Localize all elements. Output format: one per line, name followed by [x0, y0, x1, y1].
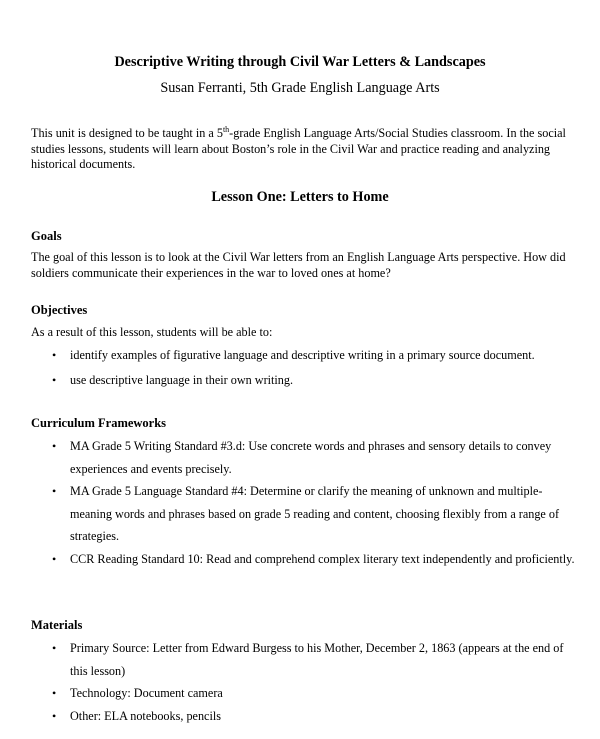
framework-text: MA Grade 5 Writing Standard #3.d: Use concrete words and phrases and sensory details to convey experiences and events precisely.	[70, 439, 552, 476]
goals-text: The goal of this lesson is to look at the Civil War letters from an English Language Arts perspective. How did soldiers communicate their experiences in the war to loved ones at home?	[31, 250, 566, 280]
objective-text: use descriptive language in their own writing.	[70, 372, 294, 387]
material-text: Technology: Document camera	[70, 686, 223, 700]
bullet-icon: •	[52, 708, 57, 723]
list-item	[0, 344, 600, 367]
frameworks-list	[0, 435, 600, 570]
intro-paragraph	[31, 126, 576, 173]
objectives-heading: Objectives	[31, 303, 88, 317]
material-text: Other: ELA notebooks, pencils	[70, 708, 221, 723]
objectives-lead: As a result of this lesson, students will be able to:	[31, 325, 273, 339]
materials-list	[0, 637, 600, 727]
list-item	[0, 705, 600, 728]
materials-heading: Materials	[31, 618, 83, 632]
intro-text-start: This unit is designed to be taught in a 5	[31, 126, 223, 140]
goals-heading: Goals	[31, 229, 62, 243]
bullet-icon: •	[52, 641, 57, 655]
bullet-icon: •	[52, 348, 57, 362]
list-item	[0, 682, 600, 705]
document-subtitle: Susan Ferranti, 5th Grade English Language Arts	[160, 80, 440, 96]
bullet-icon: •	[52, 484, 57, 498]
bullet-icon: •	[52, 551, 57, 566]
list-item	[0, 480, 600, 548]
bullet-icon: •	[52, 686, 57, 700]
intro-superscript: th	[222, 125, 230, 134]
framework-text: MA Grade 5 Language Standard #4: Determine or clarify the meaning of unknown and multiple-meaning words and phrases based on grade 5 reading and content, choosing flexibly from a range of strategies.	[70, 484, 560, 543]
list-item	[0, 637, 600, 682]
list-item	[0, 548, 600, 571]
bullet-icon: •	[52, 439, 57, 453]
objectives-list	[0, 344, 600, 391]
list-item	[0, 435, 600, 480]
framework-text: CCR Reading Standard 10: Read and comprehend complex literary text independently and proficiently.	[70, 551, 575, 566]
material-text: Primary Source: Letter from Edward Burgess to his Mother, December 2, 1863 (appears at the end of this lesson)	[70, 641, 564, 678]
lesson-title: Lesson One: Letters to Home	[211, 189, 389, 205]
list-item	[0, 369, 600, 392]
document-title: Descriptive Writing through Civil War Letters & Landscapes	[114, 54, 486, 70]
bullet-icon: •	[52, 372, 57, 387]
frameworks-heading: Curriculum Frameworks	[31, 416, 167, 430]
intro-text-rest: -grade English Language Arts/Social Studies classroom. In the social studies lessons, students will learn about Boston’s role in the Civil War and practice reading and analyzing historical documents.	[31, 126, 566, 171]
objective-text: identify examples of figurative language and descriptive writing in a primary source document.	[70, 348, 535, 362]
